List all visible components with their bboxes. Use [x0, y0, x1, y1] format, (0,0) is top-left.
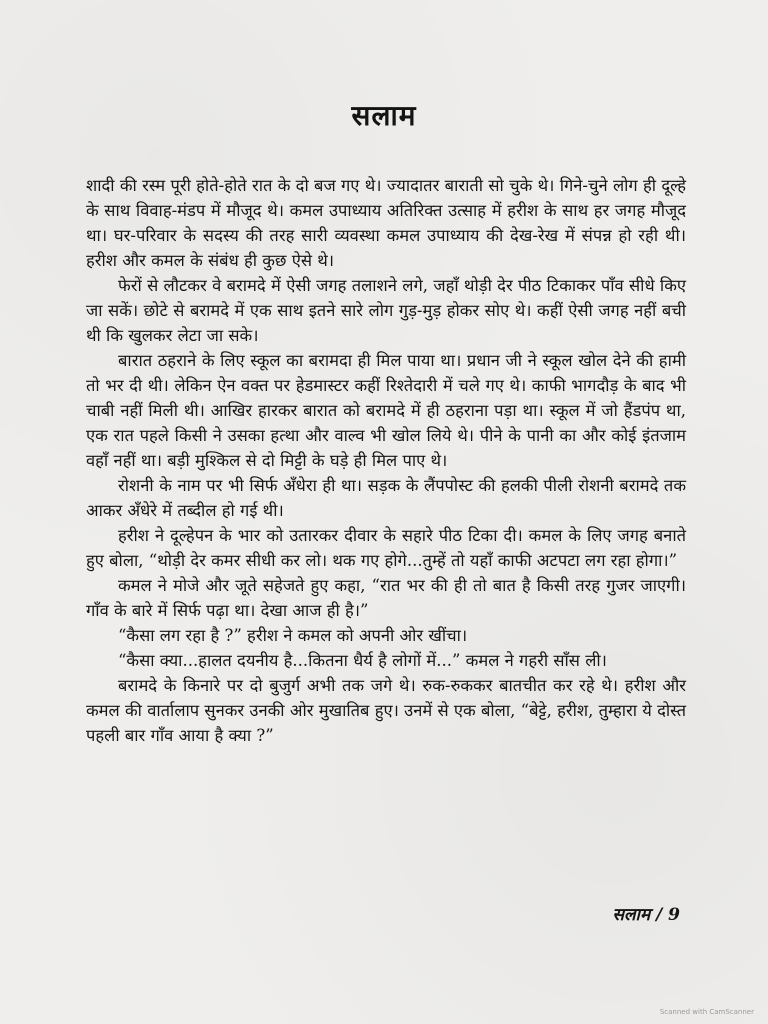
paragraph-4: रोशनी के नाम पर भी सिर्फ अँधेरा ही था। सड़क के लैंपपोस्ट की हलकी पीली रोशनी बरामदे तक आकर अँधेरे में तब्दील हो गई थी। — [86, 476, 686, 520]
paragraph-9: बरामदे के किनारे पर दो बुजुर्ग अभी तक जगे थे। रुक-रुककर बातचीत कर रहे थे। हरीश और कमल की वार्तालाप सुनकर उनकी ओर मुखातिब हुए। उनमें से एक बोला, “बेट्टे, हरीश, तुम्हारा ये दोस्त पहली बार गाँव आया है क्या ?” — [86, 676, 686, 745]
paragraph-5: हरीश ने दूल्हेपन के भार को उतारकर दीवार के सहारे पीठ टिका दी। कमल के लिए जगह बनाते हुए बोला, “थोड़ी देर कमर सीधी कर लो। थक गए होगे...तुम्हें तो यहाँ काफी अटपटा लग रहा होगा।” — [86, 526, 686, 570]
chapter-title: सलाम — [351, 99, 417, 132]
chapter-body — [86, 173, 686, 748]
paragraph-3: बारात ठहराने के लिए स्कूल का बरामदा ही मिल पाया था। प्रधान जी ने स्कूल खोल देने की हामी तो भर दी थी। लेकिन ऐन वक्त पर हेडमास्टर कहीं रिश्तेदारी में चले गए थे। काफी भागदौड़ के बाद भी चाबी नहीं मिली थी। आखिर हारकर बारात को बरामदे में ही ठहराना पड़ा था। स्कूल में जो हैंडपंप था, एक रात पहले किसी ने उसका हत्था और वाल्व भी खोल लिये थे। पीने के पानी का और कोई इंतजाम वहाँ नहीं था। बड़ी मुश्किल से दो मिट्टी के घड़े ही मिल पाए थे। — [86, 351, 686, 470]
paragraph-7: “कैसा लग रहा है ?” हरीश ने कमल को अपनी ओर खींचा। — [118, 626, 468, 645]
paragraph-2: फेरों से लौटकर वे बरामदे में ऐसी जगह तलाशने लगे, जहाँ थोड़ी देर पीठ टिकाकर पाँव सीधे किए जा सकें। छोटे से बरामदे में एक साथ इतने सारे लोग गुड़-मुड़ होकर सोए थे। कहीं ऐसी जगह नहीं बची थी कि खुलकर लेटा जा सके। — [86, 276, 686, 345]
paragraph-8: “कैसा क्या...हालत दयनीय है...कितना धैर्य है लोगों में...” कमल ने गहरी साँस ली। — [118, 651, 607, 670]
page-footer: सलाम / 9 — [612, 905, 680, 925]
paragraph-6: कमल ने मोजे और जूते सहेजते हुए कहा, “रात भर की ही तो बात है किसी तरह गुजर जाएगी। गाँव के बारे में सिर्फ पढ़ा था। देखा आज ही है।” — [86, 576, 686, 620]
scan-watermark: Scanned with CamScanner — [659, 1008, 754, 1016]
paragraph-1: शादी की रस्म पूरी होते-होते रात के दो बज गए थे। ज्यादातर बाराती सो चुके थे। गिने-चुने लोग ही दूल्हे के साथ विवाह-मंडप में मौजूद थे। कमल उपाध्याय अतिरिक्त उत्साह में हरीश के साथ हर जगह मौजूद था। घर-परिवार के सदस्य की तरह सारी व्यवस्था कमल उपाध्याय की देख-रेख में संपन्न हो रही थी। हरीश और कमल के संबंध ही कुछ ऐसे थे। — [86, 176, 686, 270]
